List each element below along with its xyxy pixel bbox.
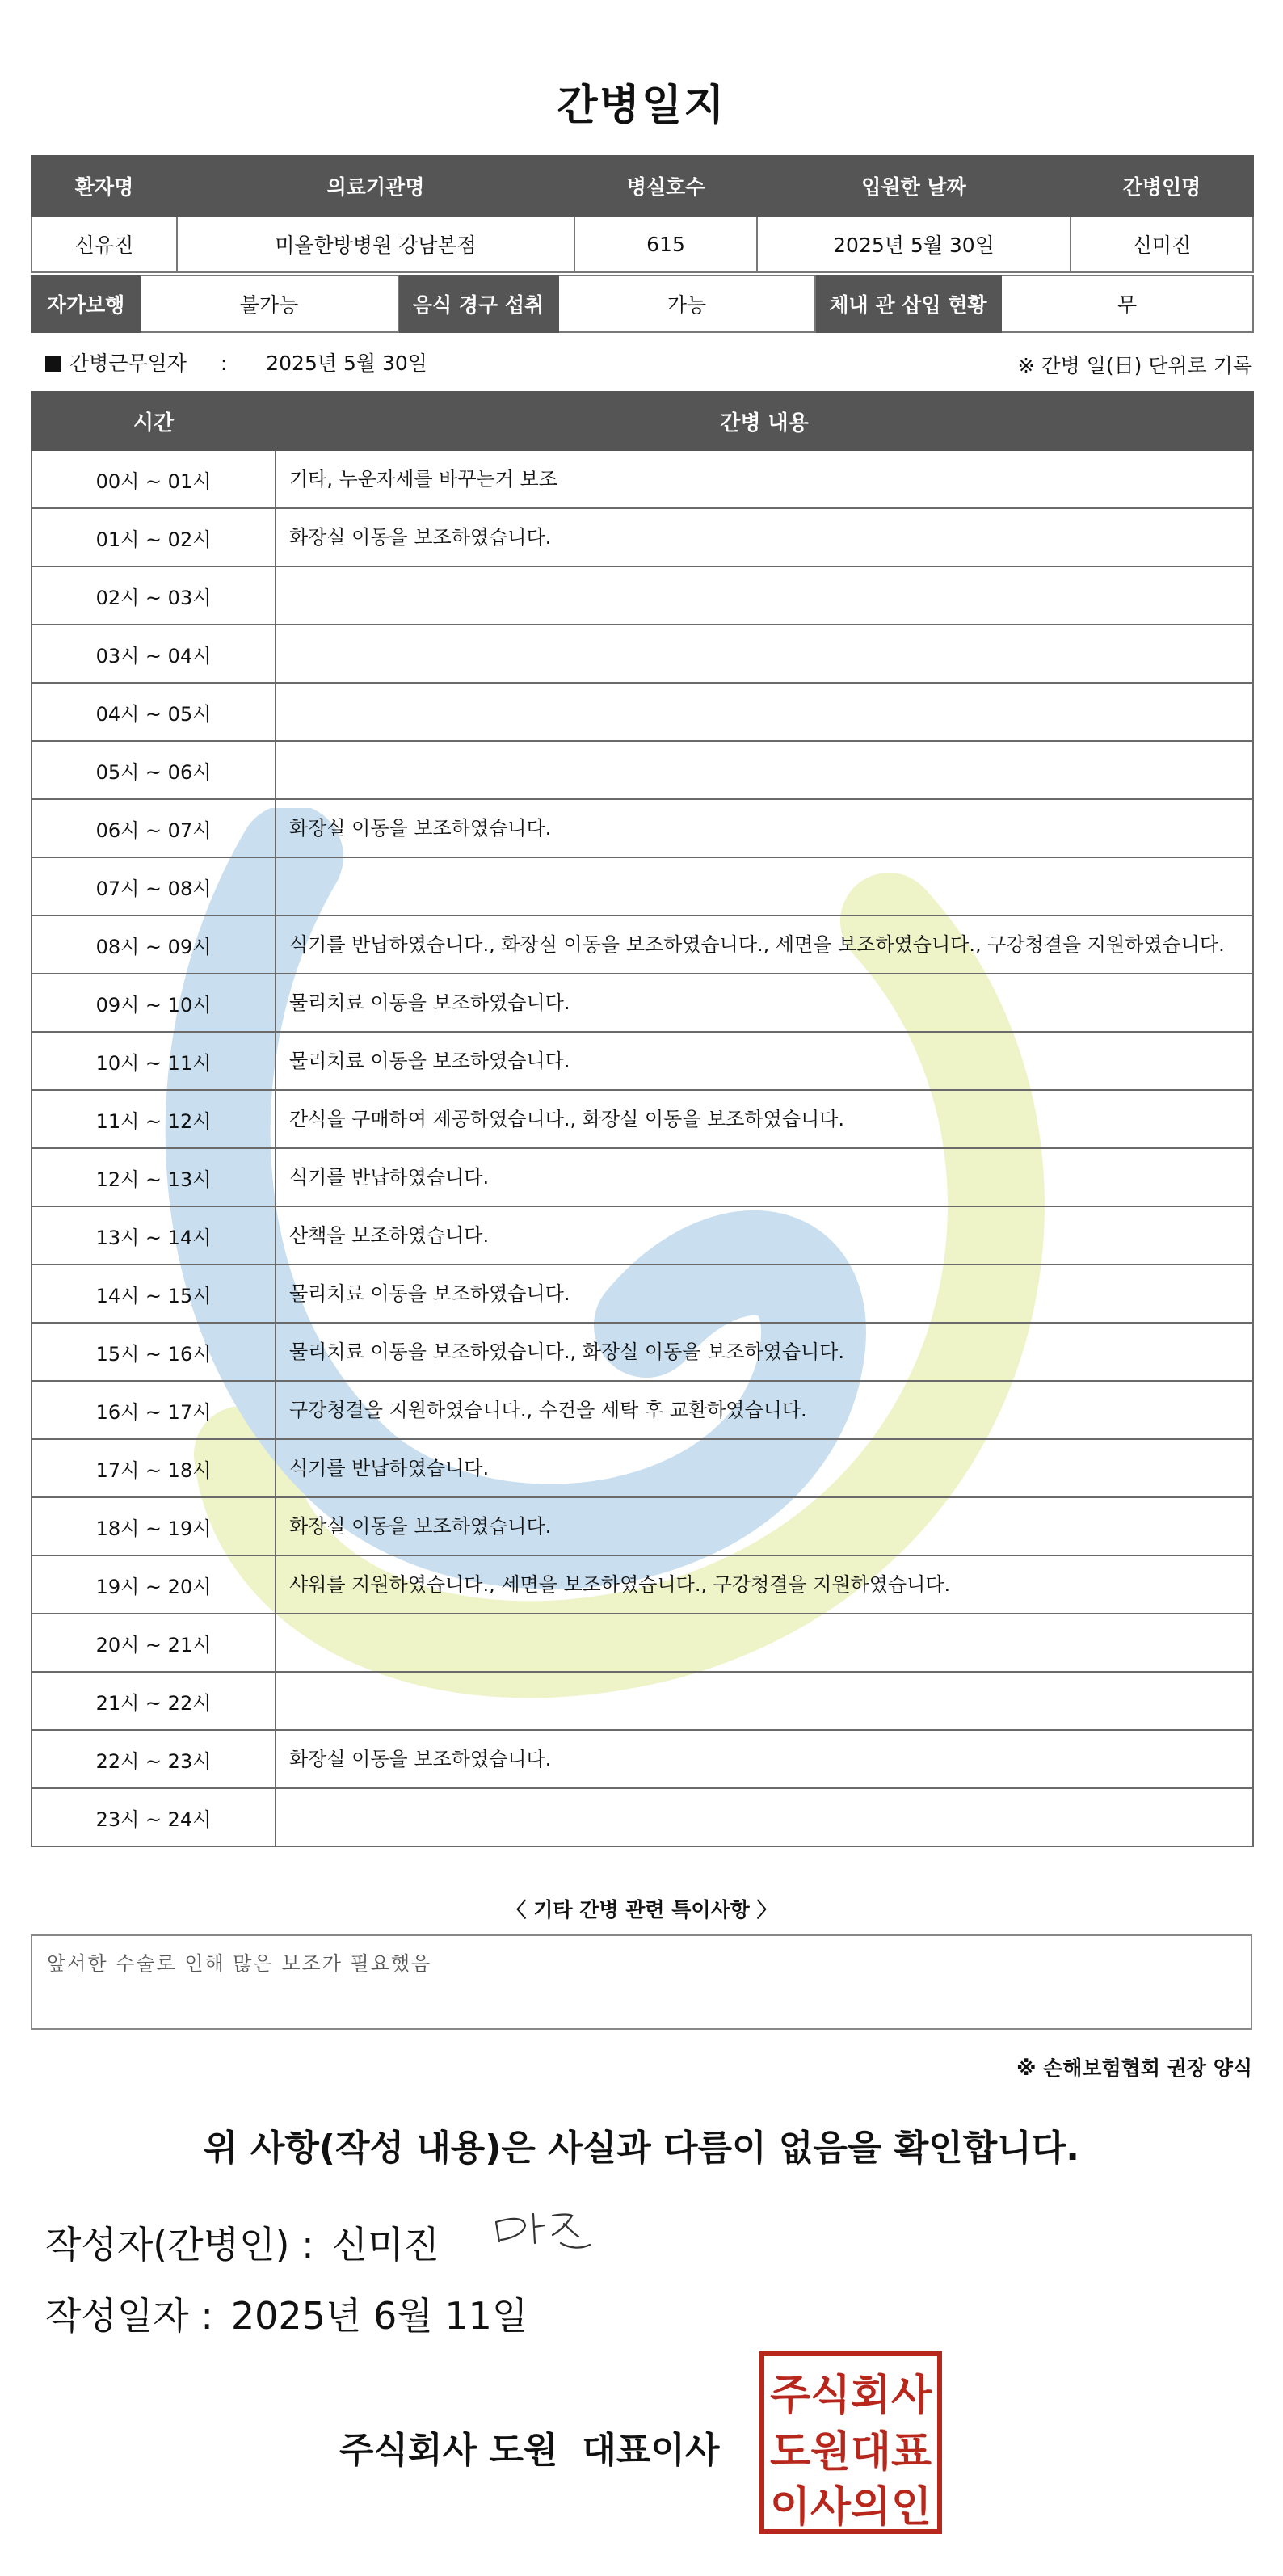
table-row [32,741,1253,799]
table-row [32,799,1253,857]
log-content-cell [276,566,1253,625]
handwritten-signature [488,2203,593,2259]
care-log-table [31,391,1254,1847]
table-row [32,857,1253,915]
log-content-cell: 화장실 이동을 보조하였습니다. [276,1730,1253,1788]
header-patient-name: 환자명 [32,156,177,216]
log-time-cell: 16시 ~ 17시 [32,1381,276,1439]
log-time-cell: 12시 ~ 13시 [32,1148,276,1206]
special-notes-title: 〈 기타 간병 관련 특이사항 〉 [506,1898,777,1921]
patient-name: 신유진 [32,216,177,272]
table-row [32,1265,1253,1323]
log-time-cell: 10시 ~ 11시 [32,1032,276,1090]
work-date-colon: : [220,351,228,375]
log-time-cell: 22시 ~ 23시 [32,1730,276,1788]
table-row [32,1497,1253,1555]
room-number: 615 [574,216,757,272]
table-row [32,566,1253,625]
table-row [32,1206,1253,1265]
tube-value: 무 [1001,276,1253,332]
oral-intake-value: 가능 [558,276,815,332]
log-time-cell: 08시 ~ 09시 [32,915,276,974]
company-seal-stamp [759,2351,942,2534]
table-row [32,508,1253,566]
self-walk-value: 불가능 [140,276,398,332]
svg-text:이사의인: 이사의인 [770,2483,932,2529]
log-time-cell: 03시 ~ 04시 [32,625,276,683]
log-content-cell: 간식을 구매하여 제공하였습니다., 화장실 이동을 보조하였습니다. [276,1090,1253,1148]
oral-intake-label: 음식 경구 섭취 [398,276,558,332]
log-time-cell: 09시 ~ 10시 [32,974,276,1032]
written-date-row [45,2287,528,2340]
table-row [32,915,1253,974]
table-row [32,1555,1253,1614]
header-caregiver-name: 간병인명 [1071,156,1253,216]
svg-text:도원대표: 도원대표 [770,2428,932,2477]
log-time-cell: 05시 ~ 06시 [32,741,276,799]
log-content-cell [276,741,1253,799]
square-bullet-icon [45,356,61,372]
table-row [32,1614,1253,1672]
page-title: 간병일지 [557,82,726,130]
table-row [32,1788,1253,1846]
log-content-cell [276,857,1253,915]
log-time-cell: 20시 ~ 21시 [32,1614,276,1672]
log-content-cell: 산책을 보조하였습니다. [276,1206,1253,1265]
header-hospital-name: 의료기관명 [177,156,574,216]
log-time-cell: 19시 ~ 20시 [32,1555,276,1614]
association-note: ※ 손해보험협회 권장 양식 [1016,2056,1252,2080]
log-content-cell [276,1614,1253,1672]
table-row [32,1323,1253,1381]
unit-note: ※ 간병 일(日) 단위로 기록 [1017,354,1252,377]
written-date-label: 작성일자 : [45,2294,213,2338]
table-row [32,1090,1253,1148]
log-content-cell: 물리치료 이동을 보조하였습니다., 화장실 이동을 보조하였습니다. [276,1323,1253,1381]
patient-info-table [31,155,1254,273]
log-content-cell [276,1672,1253,1730]
writer-label: 작성자(간병인) : [45,2223,314,2267]
table-row [32,1672,1253,1730]
table-row [32,625,1253,683]
log-content-cell: 식기를 반납하였습니다. [276,1439,1253,1497]
table-row [32,974,1253,1032]
table-row [32,1439,1253,1497]
log-content-cell: 물리치료 이동을 보조하였습니다. [276,1265,1253,1323]
log-time-cell: 17시 ~ 18시 [32,1439,276,1497]
patient-status-table [31,275,1254,333]
log-content-cell [276,625,1253,683]
table-row [32,1148,1253,1206]
header-room-number: 병실호수 [574,156,757,216]
table-row [32,450,1253,508]
log-time-cell: 23시 ~ 24시 [32,1788,276,1846]
log-time-cell: 06시 ~ 07시 [32,799,276,857]
confirmation-statement: 위 사항(작성 내용)은 사실과 다름이 없음을 확인합니다. [204,2128,1079,2169]
log-content-cell: 물리치료 이동을 보조하였습니다. [276,974,1253,1032]
log-time-cell: 07시 ~ 08시 [32,857,276,915]
log-time-cell: 18시 ~ 19시 [32,1497,276,1555]
written-date-value: 2025년 6월 11일 [230,2294,528,2338]
table-row [32,1730,1253,1788]
log-time-cell: 02시 ~ 03시 [32,566,276,625]
caregiver-name: 신미진 [1071,216,1253,272]
admission-date: 2025년 5월 30일 [757,216,1071,272]
log-time-cell: 13시 ~ 14시 [32,1206,276,1265]
company-name: 주식회사 도원 [339,2430,558,2471]
log-time-cell: 21시 ~ 22시 [32,1672,276,1730]
log-content-cell: 물리치료 이동을 보조하였습니다. [276,1032,1253,1090]
log-time-cell: 15시 ~ 16시 [32,1323,276,1381]
log-time-cell: 01시 ~ 02시 [32,508,276,566]
table-row [32,683,1253,741]
svg-text:주식회사: 주식회사 [770,2372,932,2420]
log-content-cell: 구강청결을 지원하였습니다., 수건을 세탁 후 교환하였습니다. [276,1381,1253,1439]
log-content-cell: 식기를 반납하였습니다., 화장실 이동을 보조하였습니다., 세면을 보조하였습니다., 구강청결을 지원하였습니다. [276,915,1253,974]
company-representative-title: 대표이사 [582,2430,720,2471]
table-row [32,1381,1253,1439]
log-content-cell [276,683,1253,741]
header-care-content: 간병 내용 [276,392,1253,450]
work-date-line [45,347,427,377]
self-walk-label: 자가보행 [32,276,140,332]
log-content-cell: 샤워를 지원하였습니다., 세면을 보조하였습니다., 구강청결을 지원하였습니다. [276,1555,1253,1614]
log-content-cell: 화장실 이동을 보조하였습니다. [276,508,1253,566]
header-admission-date: 입원한 날짜 [757,156,1071,216]
work-date-label: 간병근무일자 [69,351,187,375]
log-content-cell: 식기를 반납하였습니다. [276,1148,1253,1206]
header-time: 시간 [32,392,276,450]
tube-label: 체내 관 삽입 현황 [815,276,1001,332]
special-notes-box: 앞서한 수술로 인해 많은 보조가 필요했음 [31,1934,1252,2030]
log-time-cell: 00시 ~ 01시 [32,450,276,508]
work-date-value: 2025년 5월 30일 [266,351,427,375]
log-content-cell: 화장실 이동을 보조하였습니다. [276,799,1253,857]
company-signature-line [339,2421,719,2473]
log-time-cell: 04시 ~ 05시 [32,683,276,741]
log-content-cell: 기타, 누운자세를 바꾸는거 보조 [276,450,1253,508]
log-content-cell: 화장실 이동을 보조하였습니다. [276,1497,1253,1555]
writer-name: 신미진 [331,2223,440,2267]
hospital-name: 미올한방병원 강남본점 [177,216,574,272]
table-row [32,1032,1253,1090]
log-content-cell [276,1788,1253,1846]
log-time-cell: 14시 ~ 15시 [32,1265,276,1323]
log-time-cell: 11시 ~ 12시 [32,1090,276,1148]
writer-row [45,2216,440,2269]
